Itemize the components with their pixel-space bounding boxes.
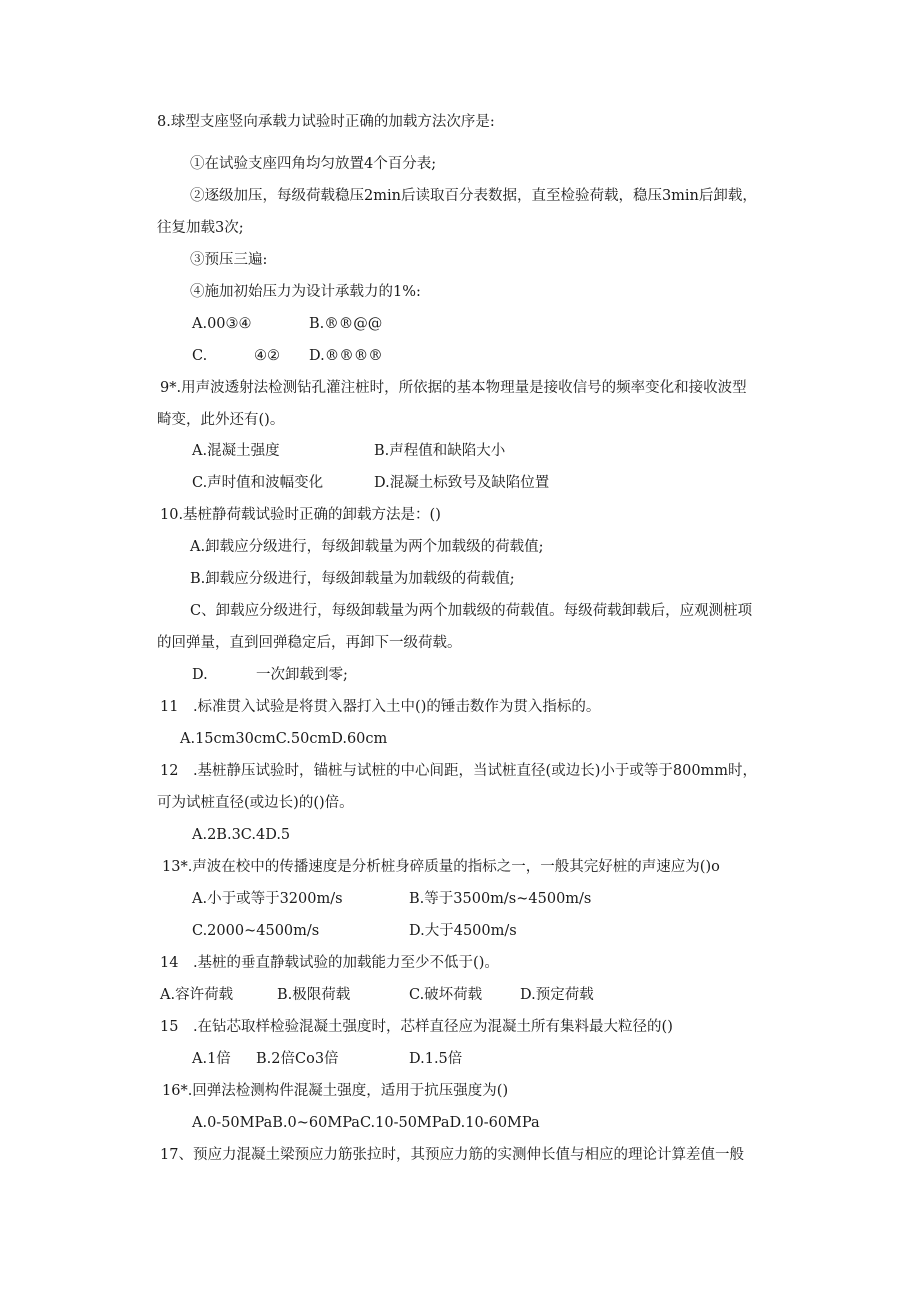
q9-stem-line-1: 9*.用声波透射法检测钻孔灌注桩时，所依据的基本物理量是接收信号的频率变化和接收波型: [160, 380, 747, 396]
q8-step-3: ③预压三遍:: [190, 252, 268, 268]
q14-stem: 14 .基桩的垂直静载试验的加载能力至少不低于()。: [160, 955, 499, 971]
q15-option-b-c: B.2倍Co3倍: [256, 1051, 339, 1067]
q12-stem-line-2: 可为试桩直径(或边长)的()倍。: [157, 795, 354, 811]
q14-option-c: C.破坏荷载: [409, 987, 483, 1003]
q9-option-c: C.声时值和波幅变化: [192, 475, 324, 491]
q13-option-c: C.2000~4500m/s: [192, 923, 320, 939]
q8-step-2-line-2: 往复加载3次;: [157, 220, 244, 236]
q12-stem-line-1: 12 .基桩静压试验时，锚桩与试桩的中心间距，当试桩直径(或边长)小于或等于800mm时，: [160, 763, 758, 779]
q8-step-2-line-1: ②逐级加压，每级荷载稳压2min后读取百分表数据，直至检验荷载，稳压3min后卸载，: [190, 188, 757, 204]
q9-option-d: D.混凝土标致号及缺陷位置: [374, 475, 550, 491]
q10-option-d-label: D.: [192, 667, 208, 683]
q10-option-c-line-2: 的回弹量，直到回弹稳定后，再卸下一级荷载。: [157, 635, 462, 651]
q9-stem-line-2: 畸变，此外还有()。: [157, 412, 285, 428]
q8-option-a: A.00③④: [192, 316, 252, 332]
q10-option-d-text: 一次卸载到零;: [256, 667, 348, 683]
q9-option-a: A.混凝土强度: [192, 443, 280, 459]
q9-option-b: B.声程值和缺陷大小: [374, 443, 506, 459]
q13-stem: 13*.声波在校中的传播速度是分析桩身碎质量的指标之一，一般其完好桩的声速应为()o: [162, 859, 720, 875]
q8-stem: 8.球型支座竖向承载力试验时正确的加载方法次序是:: [157, 114, 495, 130]
q8-step-1: ①在试验支座四角均匀放置4个百分表;: [190, 156, 437, 172]
q14-option-d: D.预定荷载: [520, 987, 594, 1003]
q14-option-b: B.极限荷载: [277, 987, 351, 1003]
q8-option-c-text: ④②: [254, 348, 280, 364]
q15-option-d: D.1.5倍: [409, 1051, 463, 1067]
q8-step-4: ④施加初始压力为设计承载力的1%:: [190, 284, 421, 300]
q10-option-a: A.卸载应分级进行，每级卸载量为两个加载级的荷载值;: [190, 539, 544, 555]
q8-option-c-label: C.: [192, 348, 208, 364]
q8-option-d: D.®®®®: [309, 348, 383, 364]
q11-options: A.15cm30cmC.50cmD.60cm: [180, 731, 388, 747]
q13-option-a: A.小于或等于3200m/s: [192, 891, 343, 907]
q15-stem: 15 .在钻芯取样检验混凝土强度时，芯样直径应为混凝土所有集料最大粒径的(): [160, 1019, 673, 1035]
q10-option-c-line-1: C、卸载应分级进行，每级卸载量为两个加载级的荷载值。每级荷载卸载后，应观测桩项: [190, 603, 753, 619]
q13-option-d: D.大于4500m/s: [409, 923, 517, 939]
q13-option-b: B.等于3500m/s~4500m/s: [409, 891, 592, 907]
q14-option-a: A.容许荷载: [160, 987, 234, 1003]
q16-stem: 16*.回弹法检测构件混凝土强度，适用于抗压强度为(): [162, 1083, 509, 1099]
q16-options: A.0-50MPaB.0~60MPaC.10-50MPaD.10-60MPa: [192, 1115, 540, 1131]
q10-stem: 10.基桩静荷载试验时正确的卸载方法是：(): [160, 507, 441, 523]
q10-option-b: B.卸载应分级进行，每级卸载量为加载级的荷载值;: [190, 571, 515, 587]
q15-option-a: A.1倍: [192, 1051, 231, 1067]
q8-option-b: B.®®@@: [309, 316, 383, 332]
q12-options: A.2B.3C.4D.5: [192, 827, 291, 843]
q11-stem: 11 .标准贯入试验是将贯入器打入土中()的锤击数作为贯入指标的。: [160, 699, 601, 715]
q17-stem: 17、预应力混凝土梁预应力筋张拉时，其预应力筋的实测伸长值与相应的理论计算差值一般: [160, 1147, 744, 1163]
